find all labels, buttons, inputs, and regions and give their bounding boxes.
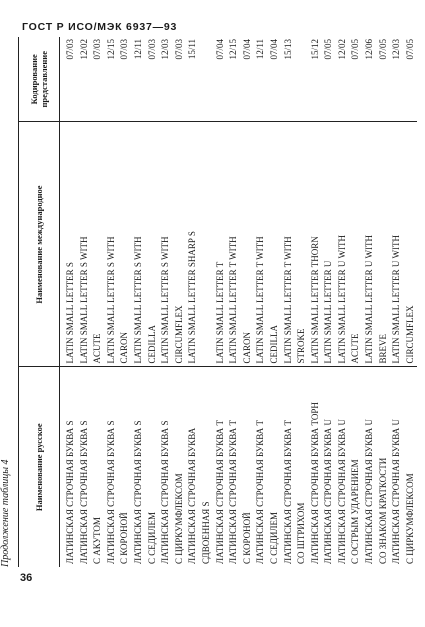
international-name-cell <box>214 122 228 367</box>
international-name-line: STROKE <box>296 328 307 364</box>
table-row <box>322 37 336 567</box>
document-header: ГОСТ Р ИСО/МЭК 6937—93 <box>22 21 178 33</box>
table-row <box>132 37 159 567</box>
code-line: 12/15 <box>228 39 239 60</box>
russian-name-cell <box>227 367 254 567</box>
russian-name-cell <box>254 367 281 567</box>
code-line: 07/03 <box>173 39 184 60</box>
code-line: 07/04 <box>214 39 225 60</box>
code-line: 07/03 <box>65 39 75 60</box>
russian-name-line: ЛАТИНСКАЯ СТРОЧНАЯ БУКВА T <box>255 420 266 564</box>
code-cell <box>227 37 254 122</box>
international-name-cell <box>105 122 132 367</box>
code-line: 07/05 <box>323 39 334 60</box>
code-line <box>200 39 214 119</box>
international-name-line: ACUTE <box>350 333 361 364</box>
russian-name-cell <box>186 367 213 567</box>
code-cell <box>186 37 213 122</box>
code-cell <box>214 37 228 122</box>
code-line: 12/03 <box>391 39 402 60</box>
code-cell <box>322 37 336 122</box>
table-row <box>254 37 281 567</box>
russian-name-line: ЛАТИНСКАЯ СТРОЧНАЯ БУКВА S <box>78 420 89 564</box>
international-name-cell <box>78 122 105 367</box>
russian-name-cell <box>282 367 309 567</box>
table-row <box>227 37 254 567</box>
international-name-line: LATIN SMALL LETTER U WITH <box>364 235 375 364</box>
russian-name-line: ЛАТИНСКАЯ СТРОЧНАЯ БУКВА U <box>391 419 402 564</box>
code-line: 15/12 <box>309 39 320 60</box>
international-name-line: CEDILLA <box>268 325 279 364</box>
international-name-line: LATIN SMALL LETTER S <box>65 262 75 364</box>
russian-name-cell <box>309 367 323 567</box>
international-name-line: LATIN SMALL LETTER T WITH <box>282 236 293 364</box>
russian-name-cell <box>214 367 228 567</box>
code-line: 12/06 <box>364 39 375 60</box>
table-row <box>390 37 417 567</box>
international-name-line: LATIN SMALL LETTER U WITH <box>391 235 402 364</box>
code-cell <box>363 37 390 122</box>
russian-name-line: ЛАТИНСКАЯ СТРОЧНАЯ БУКВА U <box>336 419 347 564</box>
code-line: 07/05 <box>404 39 415 60</box>
table-row <box>186 37 213 567</box>
russian-name-line: ЛАТИНСКАЯ СТРОЧНАЯ БУКВА T <box>282 420 293 564</box>
russian-name-cell <box>336 367 363 567</box>
international-name-line: LATIN SMALL LETTER SHARP S <box>187 231 198 364</box>
russian-name-cell <box>159 367 186 567</box>
international-name-cell <box>322 122 336 367</box>
code-line: 07/04 <box>241 39 252 60</box>
code-line: 07/05 <box>350 39 361 60</box>
code-line: 12/02 <box>336 39 347 60</box>
russian-name-line: С КОРОНОЙ <box>119 512 130 564</box>
international-name-line: LATIN SMALL LETTER S WITH <box>105 236 116 364</box>
international-name-line: LATIN SMALL LETTER T WITH <box>255 236 266 364</box>
international-name-cell <box>282 122 309 367</box>
international-name-cell <box>227 122 254 367</box>
code-line: 07/04 <box>268 39 279 60</box>
code-cell <box>60 37 78 122</box>
code-line: 15/11 <box>187 39 198 60</box>
code-line: 07/03 <box>146 39 157 60</box>
table-row <box>336 37 363 567</box>
international-name-line <box>200 126 214 364</box>
international-name-line: CIRCUMFLEX <box>173 305 184 364</box>
column-header-international: Наименование международное <box>19 122 60 367</box>
russian-name-line: ЛАТИНСКАЯ СТРОЧНАЯ БУКВА U <box>323 419 334 564</box>
russian-name-line: С СЕДИЛЕМ <box>146 512 157 564</box>
table-row <box>78 37 105 567</box>
russian-name-line: С КОРОНОЙ <box>241 512 252 564</box>
table-row <box>159 37 186 567</box>
international-name-line: LATIN SMALL LETTER U WITH <box>336 235 347 364</box>
page-number: 36 <box>20 572 33 584</box>
russian-name-line: ЛАТИНСКАЯ СТРОЧНАЯ БУКВА S <box>65 420 75 564</box>
code-line: 12/02 <box>78 39 89 60</box>
russian-name-cell <box>390 367 417 567</box>
international-name-cell <box>186 122 213 367</box>
russian-name-line: ЛАТИНСКАЯ СТРОЧНАЯ БУКВА ТОРН <box>309 402 320 564</box>
russian-name-line: ЛАТИНСКАЯ СТРОЧНАЯ БУКВА <box>187 427 198 564</box>
international-name-line: CEDILLA <box>146 325 157 364</box>
table-row <box>309 37 323 567</box>
international-name-cell <box>363 122 390 367</box>
russian-name-cell <box>322 367 336 567</box>
russian-name-cell <box>132 367 159 567</box>
international-name-cell <box>132 122 159 367</box>
russian-name-line: ЛАТИНСКАЯ СТРОЧНАЯ БУКВА T <box>214 420 225 564</box>
code-line: 12/03 <box>160 39 171 60</box>
russian-name-cell <box>78 367 105 567</box>
russian-name-line: ЛАТИНСКАЯ СТРОЧНАЯ БУКВА S <box>105 420 116 564</box>
code-line: 12/15 <box>105 39 116 60</box>
russian-name-cell <box>363 367 390 567</box>
code-cell <box>132 37 159 122</box>
russian-name-line: С ОСТРЫМ УДАРЕНИЕМ <box>350 459 361 564</box>
international-name-line: LATIN SMALL LETTER THORN <box>309 236 320 364</box>
code-cell <box>254 37 281 122</box>
international-name-line: BREVE <box>377 333 388 364</box>
international-name-cell <box>60 122 78 367</box>
international-name-line: ACUTE <box>92 333 103 364</box>
international-name-line: CARON <box>241 331 252 364</box>
russian-name-line: ЛАТИНСКАЯ СТРОЧНАЯ БУКВА T <box>228 420 239 564</box>
russian-name-line: ЛАТИНСКАЯ СТРОЧНАЯ БУКВА S <box>132 420 143 564</box>
international-name-line: CARON <box>119 331 130 364</box>
table-row <box>214 37 228 567</box>
international-name-line: CIRCUMFLEX <box>404 305 415 364</box>
code-line: 15/13 <box>282 39 293 60</box>
column-header-russian: Наименование русское <box>19 367 60 567</box>
russian-name-line: С ЦИРКУМФЛЕКСОМ <box>173 473 184 564</box>
russian-name-cell <box>60 367 78 567</box>
code-line <box>295 39 309 119</box>
table-row <box>282 37 309 567</box>
code-line: 12/11 <box>255 39 266 60</box>
international-name-line: LATIN SMALL LETTER S WITH <box>132 236 143 364</box>
international-name-line: LATIN SMALL LETTER T WITH <box>228 236 239 364</box>
international-name-cell <box>159 122 186 367</box>
characters-table <box>18 37 417 567</box>
international-name-line: LATIN SMALL LETTER S WITH <box>78 236 89 364</box>
international-name-line: LATIN SMALL LETTER T <box>214 261 225 364</box>
russian-name-cell <box>105 367 132 567</box>
table-row <box>363 37 390 567</box>
russian-name-line: СО ШТРИХОМ <box>296 502 307 564</box>
code-cell <box>78 37 105 122</box>
international-name-cell <box>254 122 281 367</box>
table-row <box>60 37 78 567</box>
code-cell <box>105 37 132 122</box>
russian-name-line: С АКУТОМ <box>92 517 103 564</box>
code-line: 07/03 <box>119 39 130 60</box>
russian-name-line: СДВОЕННАЯ S <box>200 501 211 564</box>
code-line: 07/05 <box>377 39 388 60</box>
international-name-line: LATIN SMALL LETTER U <box>323 260 334 364</box>
code-line: 12/11 <box>132 39 143 60</box>
international-name-cell <box>336 122 363 367</box>
russian-name-line: ЛАТИНСКАЯ СТРОЧНАЯ БУКВА S <box>160 420 171 564</box>
table-row <box>105 37 132 567</box>
international-name-cell <box>390 122 417 367</box>
table-caption: Продолжение таблицы 4 <box>0 459 11 567</box>
international-name-line: LATIN SMALL LETTER S WITH <box>160 236 171 364</box>
international-name-cell <box>309 122 323 367</box>
column-header-code: Кодирование представление <box>19 37 60 122</box>
table-header-row <box>19 37 60 567</box>
code-cell <box>390 37 417 122</box>
code-cell <box>159 37 186 122</box>
russian-name-line: С ЦИРКУМФЛЕКСОМ <box>404 473 415 564</box>
russian-name-line: ЛАТИНСКАЯ СТРОЧНАЯ БУКВА U <box>364 419 375 564</box>
code-line: 07/03 <box>92 39 103 60</box>
code-cell <box>309 37 323 122</box>
code-cell <box>282 37 309 122</box>
code-cell <box>336 37 363 122</box>
russian-name-line: СО ЗНАКОМ КРАТКОСТИ <box>377 457 388 564</box>
rotated-table-block <box>0 37 415 567</box>
russian-name-line: С СЕДИЛЕМ <box>268 512 279 564</box>
